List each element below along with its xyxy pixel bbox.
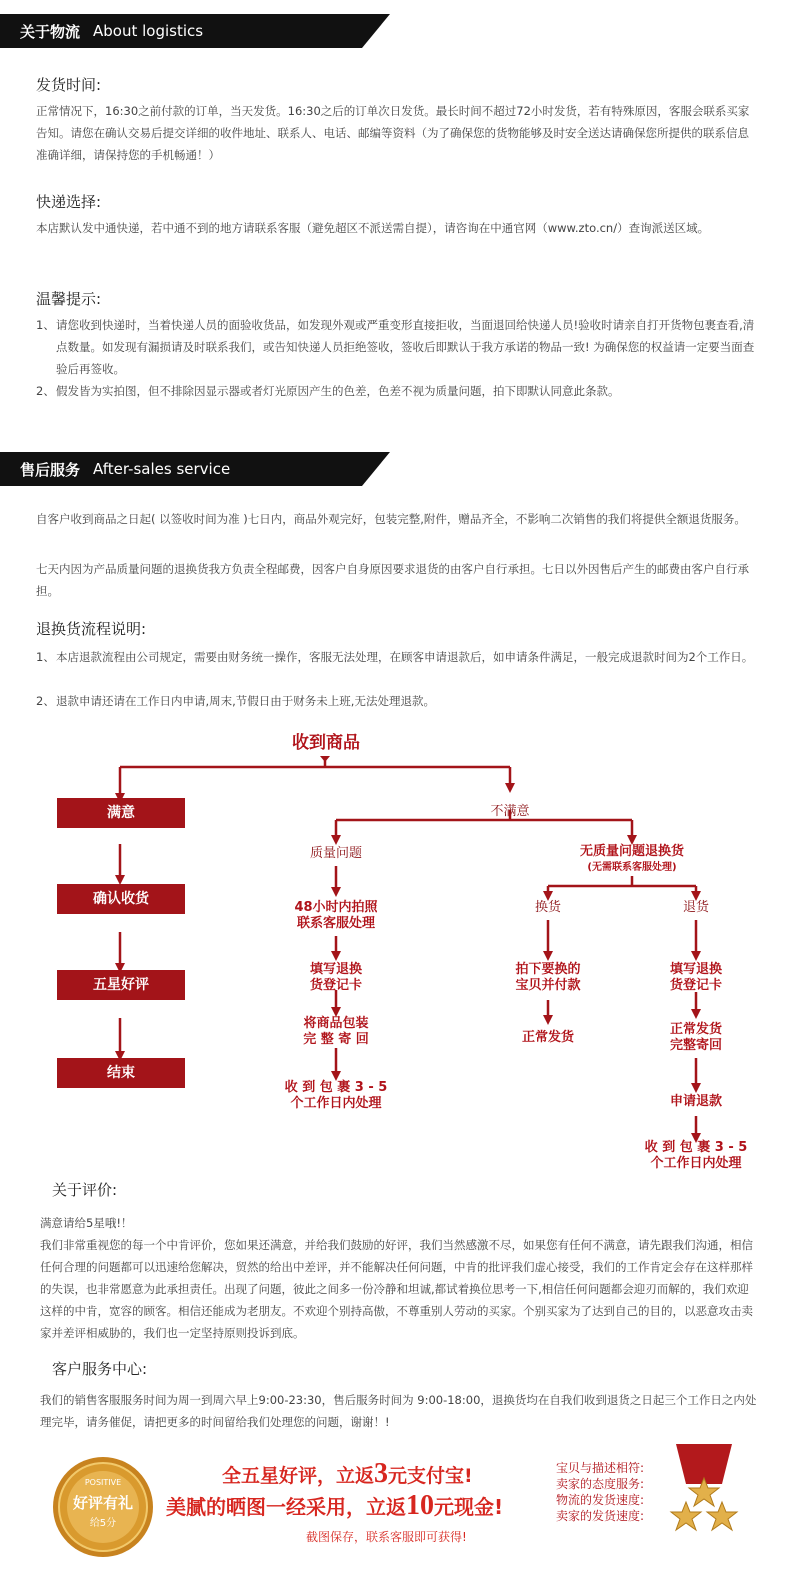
promo-line3: 截图保存，联系客服即可获得! — [306, 1530, 467, 1544]
logistics-title-en: About logistics — [93, 22, 204, 40]
aftersales-title-en: After-sales service — [93, 460, 231, 478]
flow-item — [36, 646, 756, 690]
rating-item: 物流的发货速度: — [556, 1493, 645, 1507]
tip-item — [36, 314, 756, 380]
logistics-title-cn: 关于物流 — [20, 23, 81, 41]
flow-top-node: 收到商品 — [292, 733, 360, 753]
express-text: 本店默认发中通快递，若中通不到的地方请联系客服（避免超区不派送需自提），请咨询在中通官网（www.zto.cn/）查询派送区域。 — [36, 221, 710, 235]
flow-refund-step: 正常发货 完整寄回 — [669, 1022, 722, 1053]
tip-text: 请您收到快递时，当着快递人员的面验收货品，如发现外观或严重变形直接拒收，当面退回给快递人员!验收时请亲自打开货物包裹查看,清点数量。如发现有漏损请及时联系我们，或告知快递人员拒绝签收，签收后即默认于我方承诺的物品一致! 为确保您的权益请一定要当面查验后再签收。 — [56, 318, 755, 376]
flow-left-node: 五星好评 — [57, 970, 185, 1000]
rating-item: 卖家的态度服务: — [556, 1477, 645, 1491]
promo-line1-a: 全五星好评，立返 — [222, 1465, 375, 1487]
flow-text: 本店退款流程由公司规定，需要由财务统一操作，客服无法处理，在顾客申请退款后，如申请条件满足，一般完成退款时间为2个工作日。 — [56, 650, 754, 664]
tip-text: 假发皆为实拍图，但不排除因显示器或者灯光原因产生的色差，色差不视为质量问题，拍下即默认同意此条款。 — [56, 384, 620, 398]
flow-refund-step: 申请退款 — [669, 1094, 722, 1109]
flow-text: 退款申请还请在工作日内申请,周末,节假日由于财务未上班,无法处理退款。 — [56, 694, 435, 708]
flow-title: 退换货流程说明: — [36, 620, 147, 638]
promo-line2 — [166, 1490, 503, 1522]
rating-list — [556, 1460, 644, 1524]
review-title: 关于评价: — [52, 1181, 118, 1199]
flow-exchange-node: 换货 — [534, 900, 561, 915]
flow-number: 2、 — [36, 694, 55, 708]
rating-item: 宝贝与描述相符: — [556, 1461, 645, 1475]
promo-line2-b: 元现金! — [434, 1495, 504, 1519]
tip-number: 1、 — [36, 318, 55, 332]
express-title: 快递选择: — [36, 193, 102, 211]
logistics-header-bar — [0, 14, 390, 48]
flow-refund-node: 退货 — [682, 900, 709, 915]
service-title: 客户服务中心: — [52, 1360, 148, 1378]
tip-number: 2、 — [36, 384, 55, 398]
top-arrow-head — [320, 756, 330, 762]
aftersales-p1: 自客户收到商品之日起( 以签收时间为准 )七日内，商品外观完好，包装完整,附件，赠品齐全，不影响二次销售的我们将提供全额退货服务。 — [36, 512, 746, 526]
rating-item: 卖家的发货速度: — [556, 1509, 645, 1523]
flow-left-node: 结束 — [57, 1058, 185, 1088]
flow-no-quality-node: 无质量问题退换货 — [579, 844, 684, 859]
badge-sub-text: 给5分 — [89, 1518, 117, 1529]
promo-line1-b: 元支付宝! — [388, 1465, 473, 1487]
ship-time-text: 正常情况下，16:30之前付款的订单，当天发货。16:30之后的订单次日发货。最长时间不超过72小时发货，若有特殊原因，客服会联系买家告知。请您在确认交易后提交详细的收件地址、联系人、电话、邮编等资料（为了确保您的货物能够及时安全送达请确保您所提供的联系信息准确详细，请保持您的手机畅通！） — [36, 104, 750, 162]
service-text: 我们的销售客服服务时间为周一到周六早上9:00-23:30，售后服务时间为 9:00-18:00，退换货均在自我们收到退货之日起三个工作日之内处理完毕，请务催促，请把更多的时间留给我们处理您的问题，谢谢！! — [40, 1393, 757, 1429]
flow-quality-node: 质量问题 — [309, 846, 362, 861]
flow-refund-step: 填写退换 货登记卡 — [669, 962, 722, 993]
promo-banner — [0, 1440, 790, 1571]
badge-main-text: 好评有礼 — [72, 1494, 133, 1512]
flow-quality-step: 48小时内拍照 联系客服处理 — [294, 900, 378, 931]
flow-unsatisfied-node: 不满意 — [490, 804, 530, 819]
aftersales-title-cn: 售后服务 — [20, 461, 81, 479]
review-text: 我们非常重视您的每一个中肯评价，您如果还满意，并给我们鼓励的好评，我们当然感激不尽，如果您有任何不满意，请先跟我们沟通，相信任何合理的问题都可以迅速给您解决，贸然的给出中差评，并不能解决任何问题，中肯的批评我们虚心接受，我们的工作肯定会存在这样那样的失误，也非常愿意为此承担责任。出现了问题，彼此之间多一份冷静和坦诚,都试着换位思考一下,相信任何问题都会迎刃而解的，我们欢迎这样的中肯，宽容的顾客。相信还能成为老朋友。不欢迎个别持高傲，不尊重别人劳动的买家。个别买家为了达到自己的目的，以恶意攻击卖家并差评相威胁的，我们也一定坚持原则投诉到底。 — [40, 1238, 753, 1340]
badge-top-text: POSITIVE — [84, 1478, 122, 1487]
promo-line1-num: 3 — [374, 1458, 389, 1489]
promo-line1 — [222, 1458, 473, 1490]
promo-line2-num: 10 — [406, 1490, 434, 1521]
ship-time-title: 发货时间: — [36, 76, 102, 94]
tips-title: 温馨提示: — [36, 290, 102, 308]
flow-no-quality-sub: (无需联系客服处理) — [587, 862, 677, 873]
flow-exchange-step: 正常发货 — [521, 1030, 574, 1045]
flow-number: 1、 — [36, 650, 55, 664]
flow-item — [36, 690, 756, 712]
promo-line2-a: 美腻的晒图一经采用，立返 — [166, 1495, 406, 1519]
flow-left-node: 满意 — [57, 798, 185, 828]
tip-item — [36, 380, 756, 402]
aftersales-p2: 七天内因为产品质量问题的退换货我方负责全程邮费，因客户自身原因要求退货的由客户自行承担。七日以外因售后产生的邮费由客户自行承担。 — [36, 562, 749, 598]
review-line1: 满意请给5星哦!！ — [40, 1216, 133, 1230]
flow-quality-step: 收 到 包 裹 3 - 5 个工作日内处理 — [284, 1080, 388, 1111]
flow-quality-step: 填写退换 货登记卡 — [309, 962, 362, 993]
aftersales-header-bar — [0, 452, 390, 486]
flow-left-node: 确认收货 — [57, 884, 185, 914]
flow-quality-step: 将商品包装 完 整 寄 回 — [303, 1016, 369, 1047]
flow-exchange-step: 拍下要换的 宝贝并付款 — [515, 962, 581, 993]
star-medal-icon — [666, 1444, 742, 1540]
flow-refund-step: 收 到 包 裹 3 - 5 个工作日内处理 — [644, 1140, 748, 1171]
